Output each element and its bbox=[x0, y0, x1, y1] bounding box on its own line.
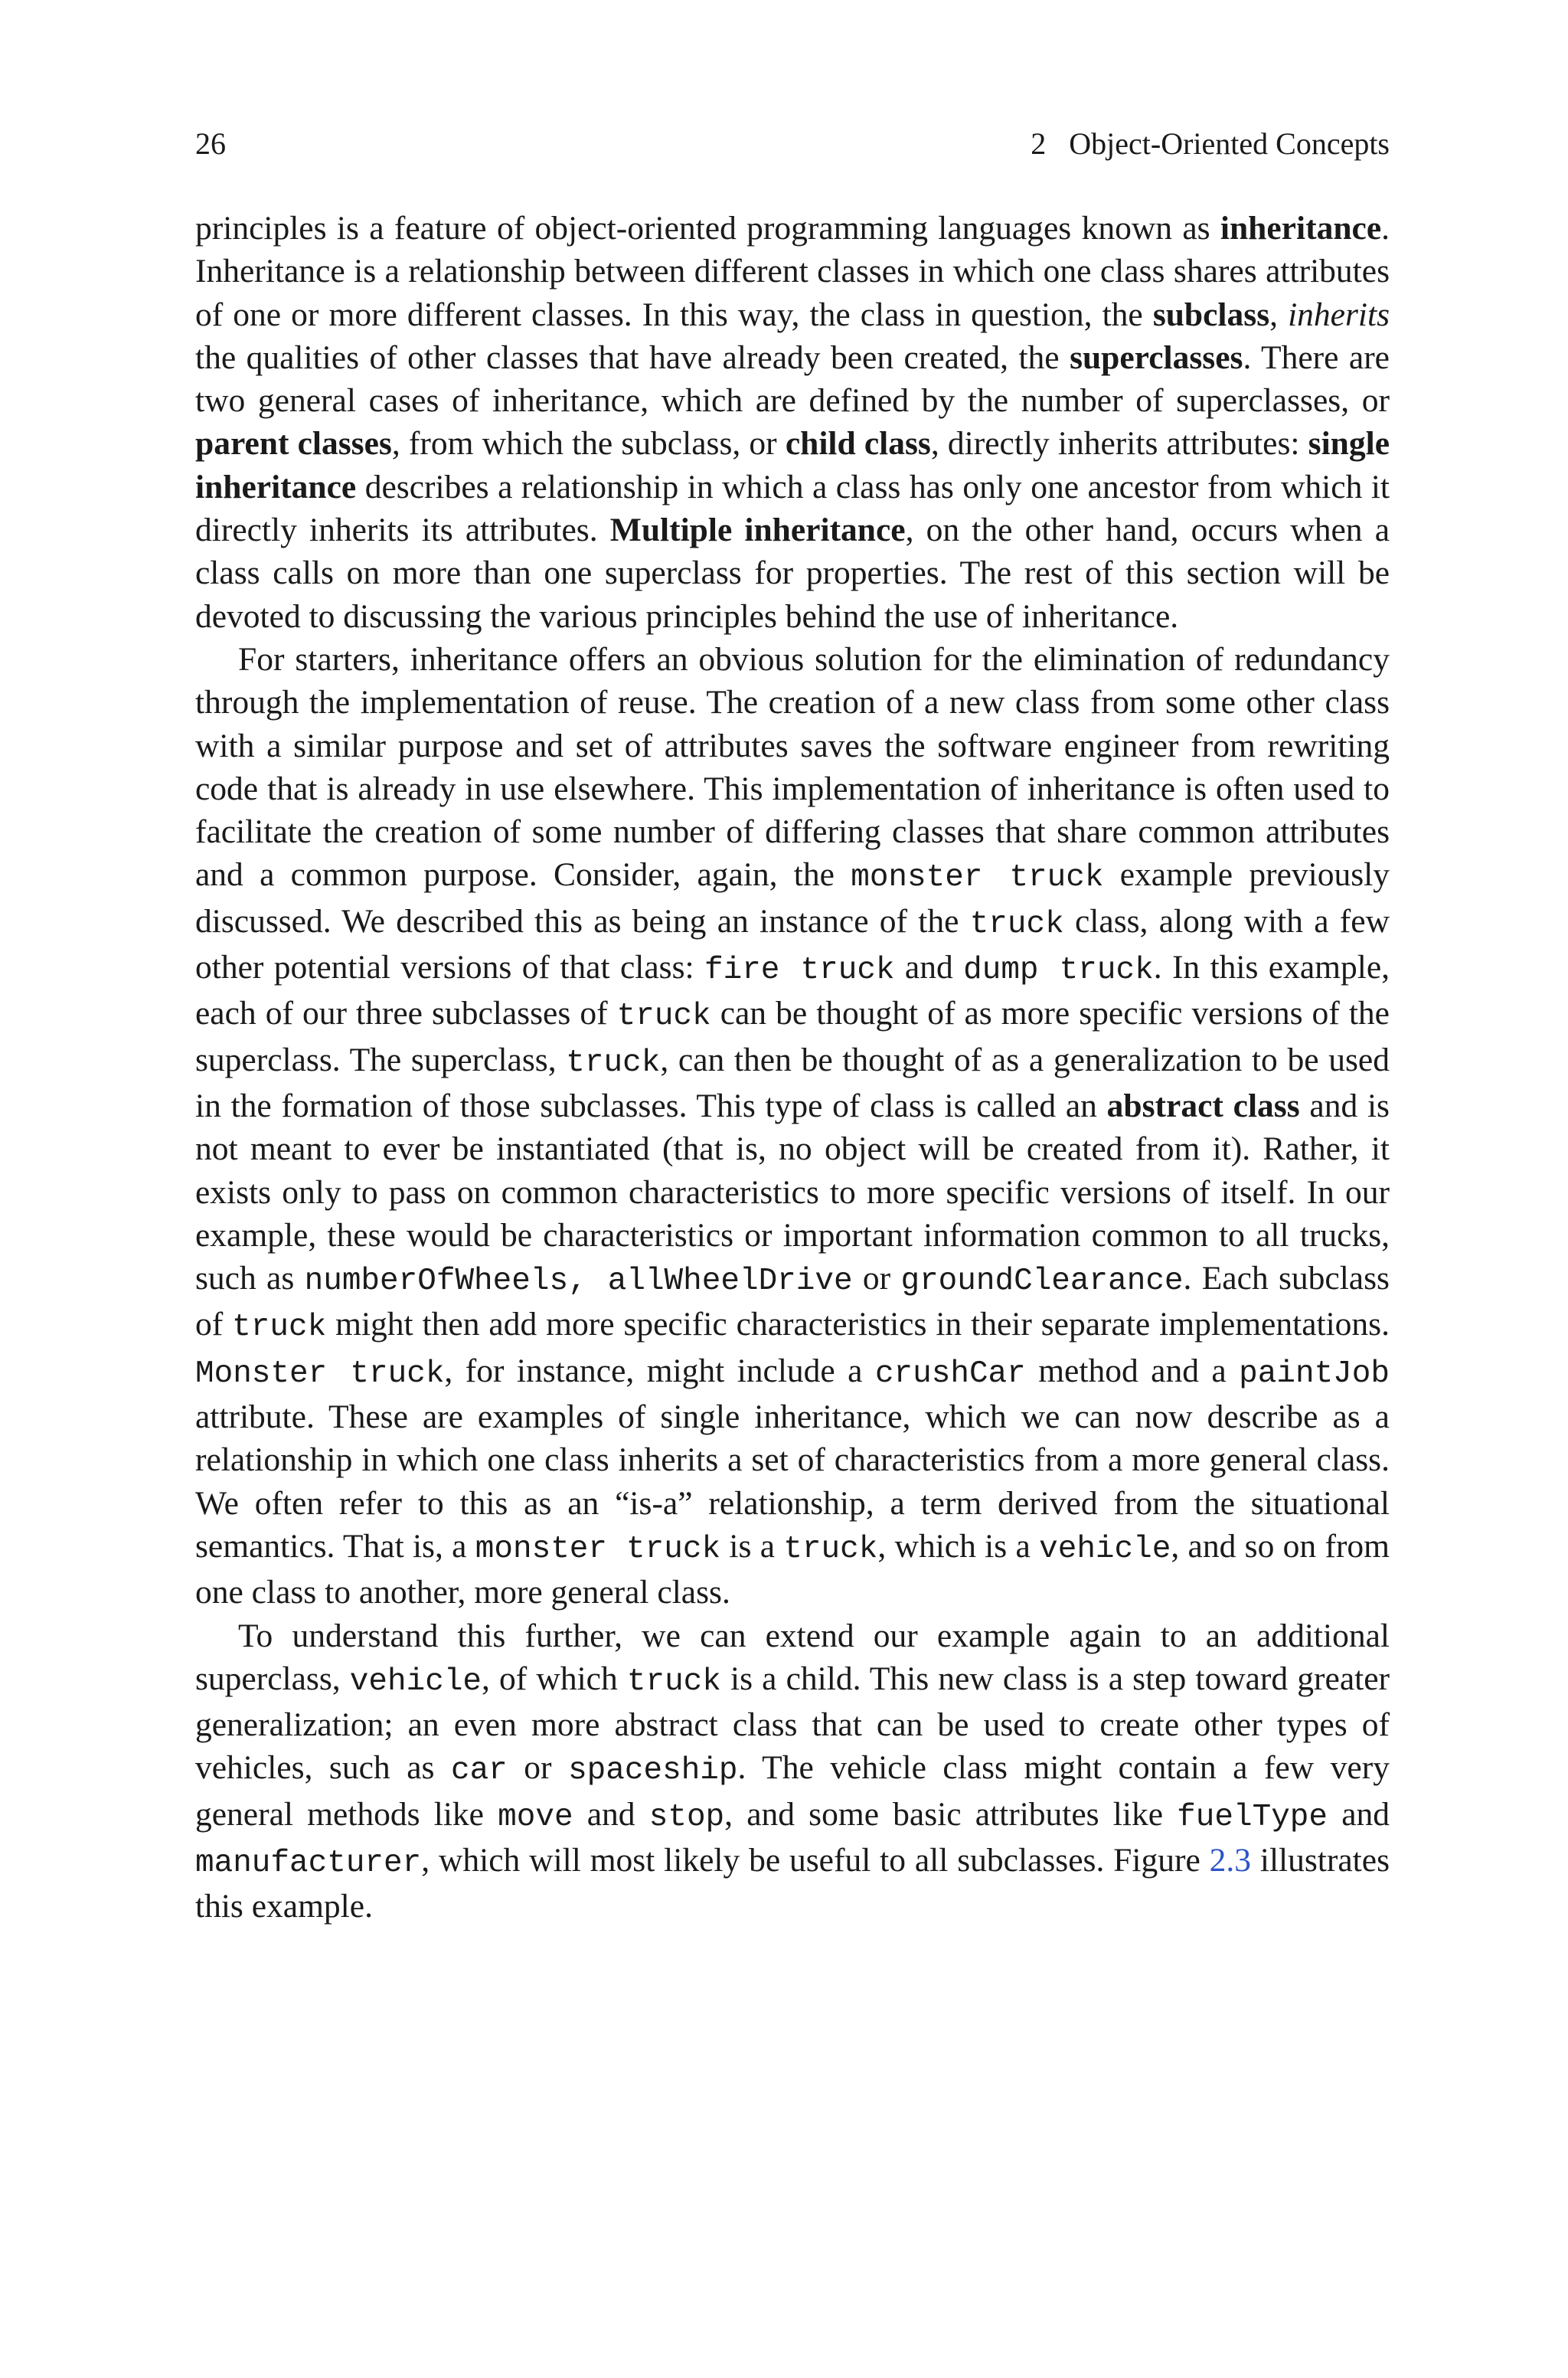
code-truck: truck bbox=[783, 1531, 878, 1567]
code-monster-truck: monster truck bbox=[851, 860, 1104, 896]
code-manufacturer: manufacturer bbox=[195, 1845, 422, 1881]
chapter-title: 2 Object-Oriented Concepts bbox=[1031, 126, 1390, 161]
term-abstract-class: abstract class bbox=[1106, 1087, 1300, 1124]
code-move: move bbox=[498, 1799, 573, 1835]
code-vehicle: vehicle bbox=[349, 1663, 482, 1699]
running-head bbox=[195, 121, 1390, 167]
code-truck: truck bbox=[969, 906, 1064, 942]
code-car: car bbox=[450, 1753, 508, 1789]
code-monster-truck: Monster truck bbox=[195, 1356, 445, 1392]
term-subclass: subclass bbox=[1152, 296, 1270, 333]
code-number-of-wheels-all-wheel-drive: numberOfWheels, allWheelDrive bbox=[304, 1264, 853, 1300]
figure-link[interactable]: 2.3 bbox=[1209, 1841, 1251, 1879]
term-superclasses: superclasses bbox=[1070, 339, 1243, 376]
term-parent-classes: parent classes bbox=[195, 425, 392, 463]
term-single-inheritance: single inheritance bbox=[195, 425, 1390, 505]
code-spaceship: spaceship bbox=[568, 1753, 738, 1789]
code-truck: truck bbox=[232, 1310, 327, 1346]
code-fuel-type: fuelType bbox=[1177, 1799, 1328, 1835]
term-child-class: child class bbox=[785, 425, 931, 463]
code-crush-car: crushCar bbox=[874, 1356, 1026, 1392]
paragraph-3: To understand this further, we can extend our example again to an additional superclass, vehicle, of which truck is a child. This new class is a step toward greater generalization; an even more abstract class that can be used to create other types of vehicles, such as car or spaceship. The vehicle class might contain a few very general methods like move and stop, and some basic attributes like fuelType and manufacturer, which will most likely be useful to all subclasses. Figure 2.3 illustrates this example. bbox=[195, 1617, 1390, 1925]
code-ground-clearance: groundClearance bbox=[900, 1264, 1184, 1300]
page-number: 26 bbox=[195, 126, 226, 161]
code-stop: stop bbox=[648, 1799, 725, 1835]
term-multiple-inheritance: Multiple inheritance bbox=[609, 512, 906, 549]
code-monster-truck: monster truck bbox=[475, 1531, 721, 1567]
emphasis-inherits: inherits bbox=[1288, 296, 1390, 333]
paragraph-2: For starters, inheritance offers an obvious solution for the elimination of redundancy through the implementation of reuse. The creation of a new class from some other class with a similar purpose and set of attributes saves the software engineer from rewriting code that is already in use elsewhere. This implementation of inheritance is often used to facilitate the creation of some number of differing classes that share common attributes and a common purpose. Consider, again, the monster truck example previously discussed. We described this as being an instance of the truck class, along with a few other potential versions of that class: fire truck and dump truck. In this example, each of our three subclasses of truck can be thought of as more specific versions of the superclass. The superclass, truck, can then be thought of as a generalization to be used in the formation of those subclasses. This type of class is called an abstract class and is not meant to ever be instantiated (that is, no object will be created from it). Rather, it exists only to pass on common characteristics to more specific versions of itself. In our example, these would be characteristics or important information common to all trucks, such as numberOfWheels, allWheelDrive or groundClearance. Each subclass of truck might then add more specific characteristics in their separate implementations. Monster truck, for instance, might include a crushCar method and a paintJob attribute. These are examples of single inheritance, which we can now describe as a relationship in which one class inherits a set of characteristics from a more general class. We often refer to this as an “is-a” relationship, a term derived from the situational semantics. That is, a monster truck is a truck, which is a vehicle, and so on from one class to another, more general class. bbox=[195, 640, 1390, 1611]
code-fire-truck: fire truck bbox=[704, 953, 895, 989]
body-text bbox=[195, 207, 1390, 1928]
term-inheritance: inheritance bbox=[1220, 210, 1382, 247]
code-vehicle: vehicle bbox=[1039, 1531, 1171, 1567]
code-truck: truck bbox=[616, 999, 711, 1035]
code-paint-job: paintJob bbox=[1239, 1356, 1390, 1392]
code-truck: truck bbox=[566, 1045, 661, 1081]
code-dump-truck: dump truck bbox=[963, 953, 1154, 989]
code-truck: truck bbox=[626, 1663, 721, 1699]
paragraph-1: principles is a feature of object-oriented programming languages known as inheritance. Inheritance is a relationship between different classes in which one class shares attributes of one or more different classes. In this way, the class in question, the subclass, inherits the qualities of other classes that have already been created, the superclasses. There are two general cases of inheritance, which are defined by the number of superclasses, or parent classes, from which the subclass, or child class, directly inherits attributes: single inheritance describes a relationship in which a class has only one ancestor from which it directly inherits its attributes. Multiple inheritance, on the other hand, occurs when a class calls on more than one superclass for properties. The rest of this section will be devoted to discussing the various principles behind the use of inheritance. bbox=[195, 210, 1390, 635]
